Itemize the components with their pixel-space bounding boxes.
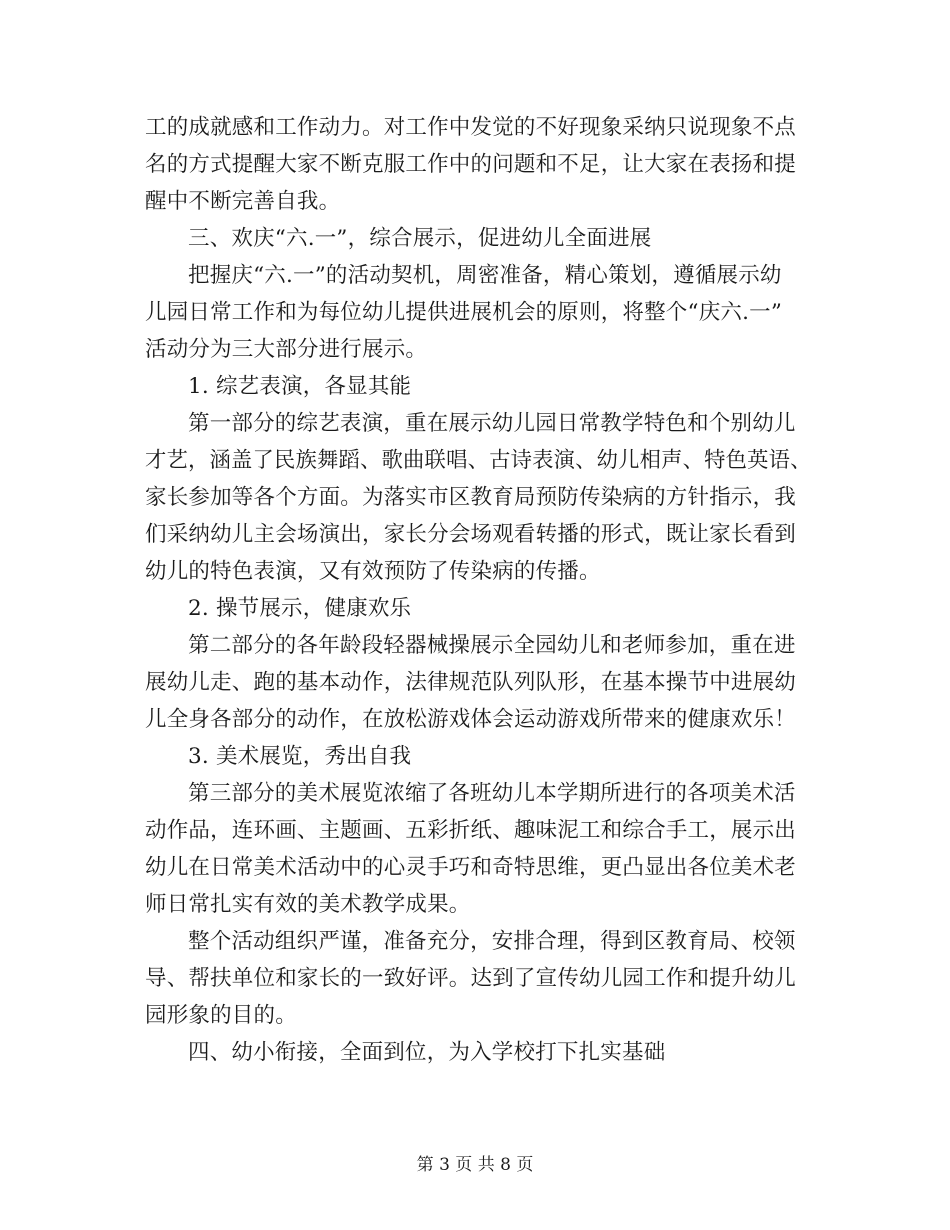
paragraph-line: 幼儿在日常美术活动中的心灵手巧和奇特思维，更凸显出各位美术老	[145, 855, 797, 880]
paragraph-line: 展幼儿走、跑的基本动作，法律规范队列队形，在基本操节中进展幼	[145, 670, 797, 695]
subsection-heading: 3. 美术展览，秀出自我	[188, 744, 412, 769]
paragraph-line: 儿全身各部分的动作，在放松游戏体会运动游戏所带来的健康欢乐！	[145, 707, 797, 732]
paragraph-line: 们采纳幼儿主会场演出，家长分会场观看转播的形式，既让家长看到	[145, 522, 797, 547]
paragraph-line: 家长参加等各个方面。为落实市区教育局预防传染病的方针指示，我	[145, 485, 797, 510]
paragraph-line: 园形象的目的。	[145, 1003, 297, 1028]
paragraph-line: 才艺，涵盖了民族舞蹈、歌曲联唱、古诗表演、幼儿相声、特色英语、	[145, 448, 812, 473]
paragraph-line: 工的成就感和工作动力。对工作中发觉的不好现象采纳只说现象不点	[145, 115, 797, 140]
paragraph-line: 名的方式提醒大家不断克服工作中的问题和不足，让大家在表扬和提	[145, 152, 797, 177]
section-heading: 四、幼小衔接，全面到位，为入学校打下扎实基础	[188, 1040, 666, 1065]
subsection-heading: 1. 综艺表演，各显其能	[188, 374, 412, 399]
paragraph-line: 幼儿的特色表演，又有效预防了传染病的传播。	[145, 559, 601, 584]
paragraph-line: 第二部分的各年龄段轻器械操展示全园幼儿和老师参加，重在进	[188, 633, 796, 658]
section-heading: 三、欢庆“六.一”，综合展示，促进幼儿全面进展	[188, 226, 652, 251]
paragraph-line: 把握庆“六.一”的活动契机，周密准备，精心策划，遵循展示幼	[188, 263, 782, 288]
paragraph-line: 醒中不断完善自我。	[145, 189, 341, 214]
paragraph-line: 第一部分的综艺表演，重在展示幼儿园日常教学特色和个别幼儿	[188, 411, 796, 436]
paragraph-line: 儿园日常工作和为每位幼儿提供进展机会的原则，将整个“庆六.一”	[145, 300, 783, 325]
subsection-heading: 2. 操节展示，健康欢乐	[188, 596, 412, 621]
paragraph-line: 整个活动组织严谨，准备充分，安排合理，得到区教育局、校领	[188, 929, 796, 954]
paragraph-line: 活动分为三大部分进行展示。	[145, 337, 428, 362]
paragraph-line: 动作品，连环画、主题画、五彩折纸、趣味泥工和综合手工，展示出	[145, 818, 797, 843]
paragraph-line: 第三部分的美术展览浓缩了各班幼儿本学期所进行的各项美术活	[188, 781, 796, 806]
paragraph-line: 师日常扎实有效的美术教学成果。	[145, 892, 471, 917]
paragraph-line: 导、帮扶单位和家长的一致好评。达到了宣传幼儿园工作和提升幼儿	[145, 966, 797, 991]
page-number-footer: 第 3 页 共 8 页	[416, 1155, 534, 1175]
